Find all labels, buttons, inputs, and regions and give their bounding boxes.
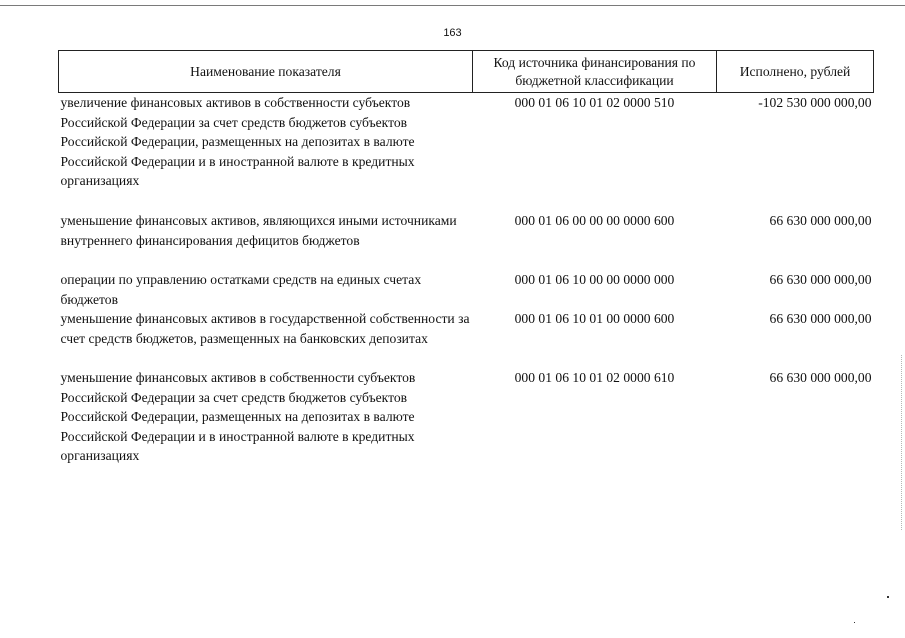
executed-amount: 66 630 000 000,00: [769, 272, 872, 287]
executed-amount: -102 530 000 000,00: [758, 95, 872, 110]
table-row: [59, 270, 874, 309]
indicator-name: уменьшение финансовых активов, являющихся иными источниками внутреннего финансирования дефицитов бюджетов: [60, 213, 457, 248]
right-scan-edge: [901, 355, 902, 530]
financing-sources-table: [58, 50, 874, 466]
table-row: [59, 93, 874, 212]
classification-code: 000 01 06 10 01 02 0000 510: [514, 95, 675, 110]
column-header-amount: Исполнено, рублей: [717, 51, 874, 93]
classification-code: 000 01 06 10 01 00 0000 600: [514, 311, 675, 326]
indicator-name: уменьшение финансовых активов в собственности субъектов Российской Федерации за счет средств бюджетов субъектов Российской Федерации, размещенных на депозитах в валюте Российской Федерации и в иностранной валюте в кредитных организациях: [60, 370, 416, 463]
executed-amount: 66 630 000 000,00: [769, 370, 872, 385]
table-row: [59, 309, 874, 368]
column-header-name: Наименование показателя: [59, 51, 473, 93]
table-row: [59, 211, 874, 270]
page-number: 163: [443, 27, 462, 39]
table-row: [59, 368, 874, 466]
scan-speck: [887, 596, 889, 598]
classification-code: 000 01 06 10 01 02 0000 610: [514, 370, 675, 385]
executed-amount: 66 630 000 000,00: [769, 311, 872, 326]
indicator-name: уменьшение финансовых активов в государственной собственности за счет средств бюджетов, размещенных на банковских депозитах: [60, 311, 470, 346]
executed-amount: 66 630 000 000,00: [769, 213, 872, 228]
scan-speck: [854, 622, 855, 623]
indicator-name: операции по управлению остатками средств на единых счетах бюджетов: [60, 272, 422, 307]
column-header-code: Код источника финансирования по бюджетной классификации: [473, 51, 717, 93]
table-header-row: [59, 51, 874, 93]
classification-code: 000 01 06 00 00 00 0000 600: [514, 213, 675, 228]
classification-code: 000 01 06 10 00 00 0000 000: [514, 272, 675, 287]
indicator-name: увеличение финансовых активов в собственности субъектов Российской Федерации за счет средств бюджетов субъектов Российской Федерации, размещенных на депозитах в валюте Российской Федерации и в иностранной валюте в кредитных организациях: [60, 95, 415, 188]
top-scan-border: [0, 5, 905, 6]
